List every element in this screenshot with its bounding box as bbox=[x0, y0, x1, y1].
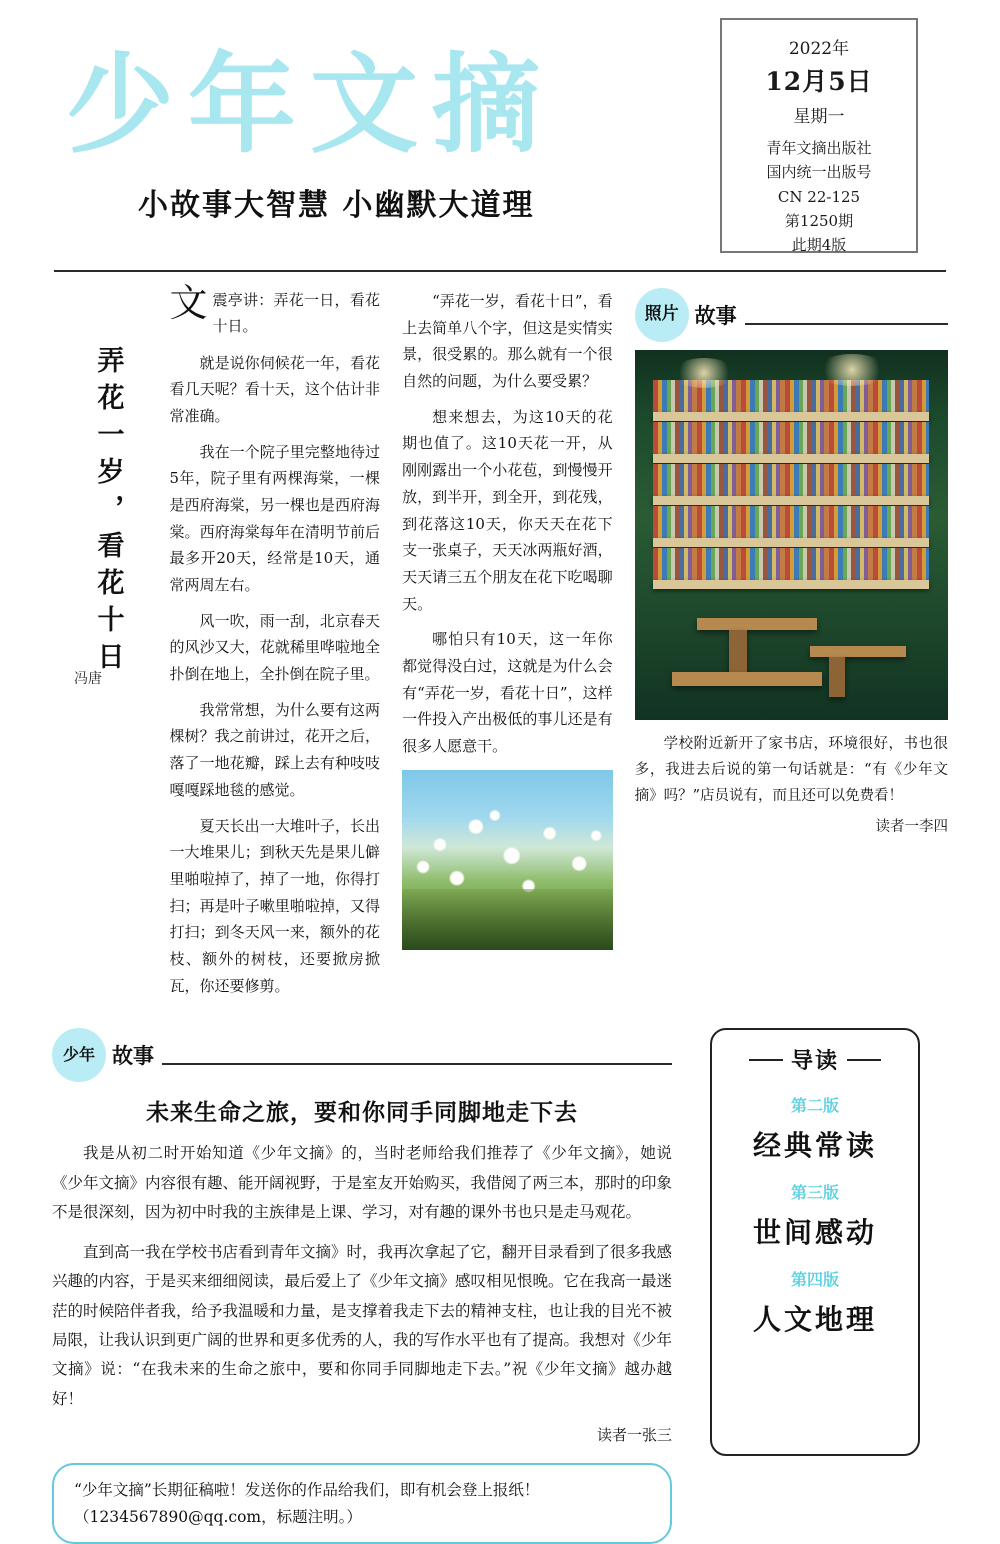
feature-author: 冯唐 bbox=[74, 671, 102, 687]
issue-info-box bbox=[720, 18, 918, 253]
bookstore-shelves bbox=[635, 350, 948, 720]
guide-item-page: 第四版 bbox=[790, 1270, 839, 1290]
photo-story-signature: 读者一李四 bbox=[875, 819, 948, 836]
main-content bbox=[52, 281, 948, 1008]
guide-column bbox=[710, 1028, 920, 1544]
photo-story-badge: 照片 bbox=[635, 288, 689, 342]
youth-story-column bbox=[52, 1028, 672, 1544]
photo-story-header bbox=[635, 288, 948, 342]
feature-paragraph-text: 震亭讲：弄花一日，看花十日。 bbox=[212, 293, 381, 336]
masthead-subtitle: 小故事大智慧 小幽默大道理 bbox=[138, 188, 535, 223]
feature-paragraph: “弄花一岁，看花十日”，看上去简单八个字，但这是实情实景，很受累的。那么就有一个很自然的问题，为什么要受累？ bbox=[402, 292, 613, 391]
feature-paragraph: 风一吹，雨一刮，北京春天的风沙又大，花就稀里哗啦地全扑倒在地上，全扑倒在院子里。 bbox=[169, 611, 381, 684]
youth-story-badge: 少年 bbox=[52, 1028, 106, 1082]
feature-paragraph: 哪怕只有10天，这一年你都觉得没白过，这就是为什么会有“弄花一岁，看花十日”，这样一件投入产出极低的事儿还是有很多人愿意干。 bbox=[402, 630, 613, 755]
feature-paragraph: 我常常想，为什么要有这两棵树？我之前讲过，花开之后，落了一地花瓣，踩上去有种吱吱嘎嘎踩地毯的感觉。 bbox=[169, 700, 381, 799]
guide-item-name: 世间感动 bbox=[752, 1216, 877, 1250]
masthead bbox=[52, 0, 948, 270]
masthead-divider bbox=[54, 270, 946, 272]
feature-lead-paragraph bbox=[169, 281, 381, 341]
feature-paragraph: 夏天长出一大堆叶子，长出一大堆果儿；到秋天先是果儿僻里啪啦掉了，掉了一地，你得打扫；再是叶子嗽里啪啦掉，又得打扫；到冬天风一来，额外的花枝、额外的树枝，还要掀房掀瓦，你还要修剪。 bbox=[169, 816, 381, 995]
guide-item-page: 第三版 bbox=[790, 1183, 839, 1203]
youth-story-signature: 读者一张三 bbox=[596, 1426, 672, 1445]
youth-story-paragraph: 我是从初二时开始知道《少年文摘》的，当时老师给我们推荐了《少年文摘》，她说《少年文摘》内容很有趣、能开阔视野，于是室友开始购买，我借阅了两三本，那时的印象不是很深刻，因为初中时我的主族律是上课、学习，对有趣的课外书也只是走马观花。 bbox=[52, 1144, 673, 1222]
guide-rule-right bbox=[847, 1059, 881, 1061]
youth-story-label: 故事 bbox=[112, 1043, 154, 1069]
guide-header bbox=[722, 1044, 908, 1075]
guide-title: 导读 bbox=[790, 1048, 839, 1075]
dropcap-glyph: 文 bbox=[169, 281, 208, 325]
flower-photo bbox=[402, 770, 613, 950]
guide-item-name: 经典常读 bbox=[752, 1129, 877, 1163]
page-title: 少年文摘 bbox=[66, 43, 555, 168]
issue-number: 第1250期 bbox=[784, 211, 854, 230]
feature-paragraph: 就是说你伺候花一年，看花看几天呢？看十天，这个估计非常准确。 bbox=[169, 353, 381, 425]
guide-item[interactable] bbox=[722, 1267, 908, 1338]
issue-publisher: 青年文摘出版社 bbox=[766, 139, 872, 157]
issue-weekday: 星期一 bbox=[793, 107, 845, 127]
photo-story-label: 故事 bbox=[694, 303, 737, 328]
youth-story-paragraph: 直到高一我在学校书店看到青年文摘》时，我再次拿起了它，翻开目录看到了很多我感兴趣的内容，于是买来细细阅读，最后爱上了《少年文摘》感叹相见恨晚。它在我高一最迷茫的时候陪伴者我，给予我温暖和力量，是支撑着我走下去的精神支柱，也让我的目光不被局限，让我认识到更广阔的世界和更多优秀的人，我的写作水平也有了提高。我想对《少年文摘》说：“在我未来的生命之旅中，要和你同手同脚地走下去。”祝《少年文摘》越办越好！ bbox=[52, 1242, 673, 1408]
guide-item-page: 第二版 bbox=[790, 1096, 839, 1116]
youth-story-title: 未来生命之旅，要和你同手同脚地走下去 bbox=[146, 1099, 578, 1127]
feature-paragraph: 想来想去，为这10天的花期也值了。这10天花一开，从刚刚露出一个小花苞，到慢慢开放，到半开，到全开，到花残，到花落这10天，你天天在花下支一张桌子，天天冰两瓶好酒，天天请三五个朋友在花下吃喝聊天。 bbox=[402, 407, 613, 613]
guide-item[interactable] bbox=[722, 1180, 908, 1251]
lower-section bbox=[52, 1028, 948, 1544]
feature-column-a bbox=[169, 281, 381, 1008]
issue-date: 12月5日 bbox=[765, 67, 873, 96]
guide-rule-left bbox=[749, 1059, 783, 1061]
guide-box bbox=[710, 1028, 920, 1456]
feature-column-b bbox=[402, 288, 613, 1008]
issue-license-label: 国内统一出版号 bbox=[766, 163, 872, 182]
issue-year: 2022年 bbox=[788, 39, 850, 59]
youth-story-header bbox=[52, 1028, 672, 1082]
feature-vertical-column bbox=[52, 288, 170, 1008]
youth-story-rule bbox=[162, 1062, 672, 1065]
guide-item[interactable] bbox=[722, 1093, 908, 1164]
guide-item-name: 人文地理 bbox=[752, 1303, 877, 1337]
notice-line-2: （1234567890@qq.com，标题注明。） bbox=[74, 1507, 362, 1526]
bookstore-photo bbox=[635, 350, 948, 720]
issue-page-count: 此期4版 bbox=[791, 236, 847, 255]
feature-paragraph: 我在一个院子里完整地待过5年，院子里有两棵海棠，一棵是西府海棠，另一棵也是西府海棠。西府海棠每年在清明节前后最多开20天，经常是10天，通常两周左右。 bbox=[169, 442, 381, 594]
submission-notice bbox=[52, 1463, 672, 1544]
photo-story-column bbox=[635, 288, 948, 1008]
feature-vertical-title: 弄花一岁，看花十日 bbox=[92, 346, 124, 679]
notice-line-1: “少年文摘”长期征稿啦！发送你的作品给我们，即有机会登上报纸！ bbox=[74, 1481, 540, 1500]
issue-license-number: CN 22-125 bbox=[777, 187, 861, 206]
photo-story-caption: 学校附近新开了家书店，环境很好，书也很多，我进去后说的第一句话就是：“有《少年文摘》吗？”店员说有，而且还可以免费看！ bbox=[634, 736, 948, 804]
photo-story-rule bbox=[745, 322, 948, 325]
